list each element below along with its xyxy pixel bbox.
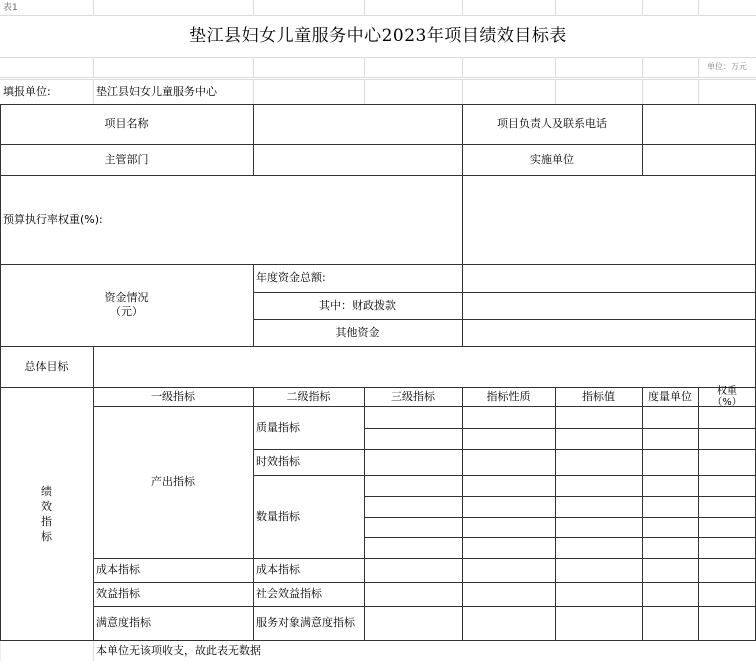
perf-indicators-label: 绩效指标 — [41, 484, 52, 543]
other-funds-cell[interactable] — [462, 319, 756, 346]
header-unit: 度量单位 — [648, 389, 692, 403]
level2-cost: 成本指标 — [256, 563, 300, 576]
funds-label-line2: （元） — [110, 305, 143, 318]
level1-satisfaction: 满意度指标 — [96, 616, 151, 629]
impl-unit-label: 实施单位 — [530, 152, 574, 166]
project-name-cell[interactable] — [253, 104, 462, 144]
budget-exec-label: 预算执行率权重(%): — [3, 212, 103, 226]
project-owner-cell[interactable] — [642, 104, 756, 144]
page-title: 垫江县妇女儿童服务中心2023年项目绩效目标表 — [189, 26, 567, 46]
perf-indicators-label-cell — [0, 387, 93, 640]
level2-quantity: 数量指标 — [256, 509, 300, 523]
level1-cost: 成本指标 — [96, 563, 140, 576]
header-level1: 一级指标 — [151, 389, 195, 403]
project-owner-label: 项目负责人及联系电话 — [497, 117, 607, 130]
fill-unit-value[interactable]: 垫江县妇女儿童服务中心 — [96, 85, 217, 98]
fill-unit-label: 填报单位: — [3, 85, 51, 98]
other-funds-label: 其他资金 — [335, 325, 380, 339]
overall-goal-cell[interactable] — [93, 346, 756, 387]
footer-note: 本单位无该项收支，故此表无数据 — [96, 643, 261, 657]
header-value: 指标值 — [582, 389, 615, 403]
annual-total-label: 年度资金总额: — [256, 271, 326, 284]
header-weight: 权重（%） — [712, 385, 742, 408]
fiscal-label: 其中：财政拨款 — [319, 298, 396, 312]
level1-output: 产出指标 — [151, 475, 195, 488]
level2-social: 社会效益指标 — [256, 587, 322, 600]
header-level2: 二级指标 — [286, 389, 331, 403]
sheet-tab-label[interactable]: 表1 — [3, 2, 18, 13]
dept-cell[interactable] — [253, 144, 462, 175]
header-level3: 三级指标 — [391, 389, 435, 403]
unit-note: 单位：万元 — [707, 62, 747, 71]
annual-total-cell[interactable] — [462, 264, 756, 292]
funds-label — [0, 264, 253, 346]
level2-service: 服务对象满意度指标 — [256, 616, 355, 629]
dept-label: 主管部门 — [104, 152, 149, 166]
level1-benefit: 效益指标 — [96, 587, 140, 600]
overall-goal-label: 总体目标 — [24, 359, 69, 373]
project-name-label: 项目名称 — [104, 117, 149, 130]
fiscal-cell[interactable] — [462, 292, 756, 319]
header-nature: 指标性质 — [486, 389, 531, 403]
level2-timeliness: 时效指标 — [256, 455, 300, 468]
impl-unit-cell[interactable] — [642, 144, 756, 175]
funds-label-line1: 资金情况 — [104, 291, 149, 304]
budget-exec-cell[interactable] — [462, 175, 756, 264]
level2-quality: 质量指标 — [256, 420, 300, 434]
